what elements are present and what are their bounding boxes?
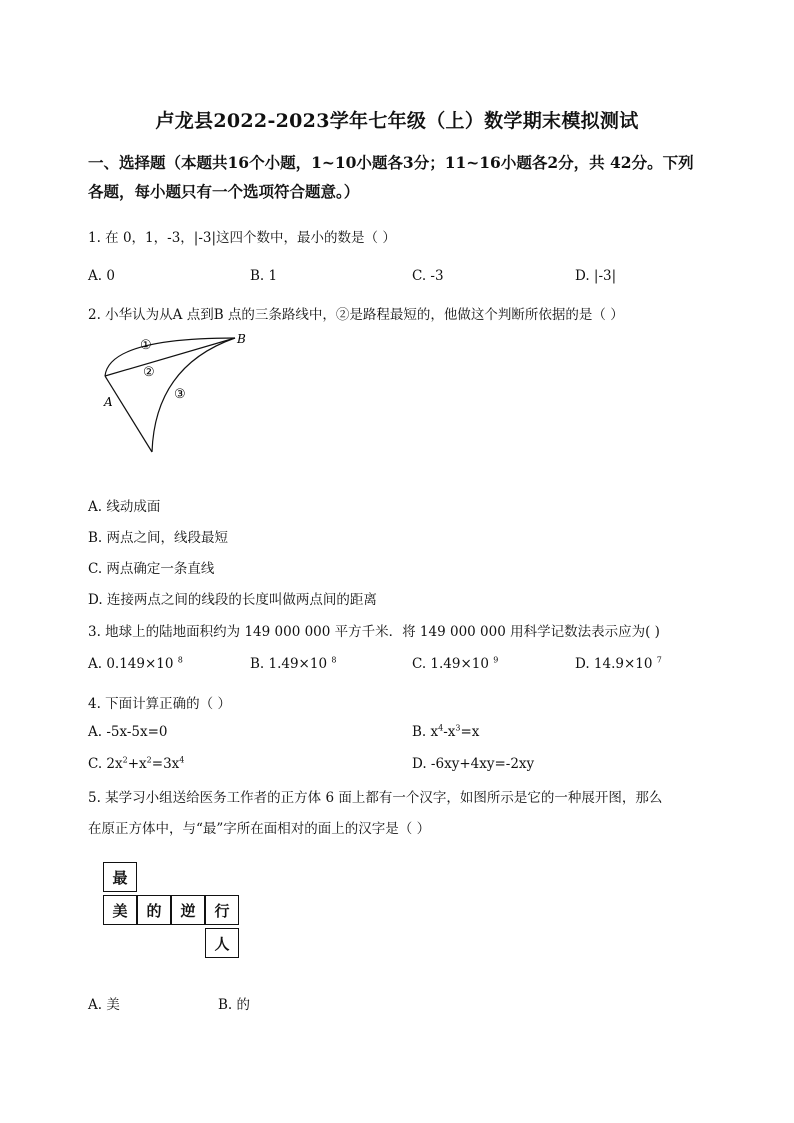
question-2-stem: 2. 小华认为从A 点到B 点的三条路线中，②是路程最短的，他做这个判断所依据的是（ ） bbox=[88, 307, 624, 323]
question-5-option-b: B. 的 bbox=[218, 997, 251, 1013]
net-cell-row-4: 行 bbox=[205, 895, 239, 925]
question-3-stem: 3. 地球上的陆地面积约为 149 000 000 平方千米．将 149 000 000 用科学记数法表示应为( ) bbox=[88, 624, 660, 640]
question-5-stem-line1: 5. 某学习小组送给医务工作者的正方体 6 面上都有一个汉字，如图所示是它的一种展开图，那么 bbox=[88, 790, 663, 806]
question-5-stem-line2: 在原正方体中，与“最”字所在面相对的面上的汉字是（ ） bbox=[88, 821, 431, 837]
question-4-option-d: D. -6xy+4xy=-2xy bbox=[412, 756, 535, 772]
question-2-option-b: B. 两点之间，线段最短 bbox=[88, 530, 229, 546]
net-cell-bottom: 人 bbox=[205, 928, 239, 958]
net-cell-row-2: 的 bbox=[137, 895, 171, 925]
net-cell-top: 最 bbox=[103, 862, 137, 892]
net-cell-row-3: 逆 bbox=[171, 895, 205, 925]
question-1-stem: 1. 在 0，1，-3，|-3|这四个数中，最小的数是（ ） bbox=[88, 230, 396, 246]
section-heading-line2: 各题，每小题只有一个选项符合题意。） bbox=[88, 182, 360, 201]
question-3-option-c: C. 1.49×10 $^9$ bbox=[412, 655, 499, 672]
question-4-option-a: A. -5x-5x=0 bbox=[88, 724, 168, 740]
route-3-curve bbox=[152, 338, 235, 452]
question-2-option-c: C. 两点确定一条直线 bbox=[88, 561, 215, 577]
route-2-label: ② bbox=[143, 365, 155, 380]
question-4-option-c: C. $2x^2+x^2=3x^4$ bbox=[88, 755, 185, 772]
section-heading-line1: 一、选择题（本题共16个小题，1~10小题各3分；11~16小题各2分，共 42分。下列 bbox=[88, 153, 694, 172]
question-4-option-b: B. $x^4-x^3=x$ bbox=[412, 723, 480, 740]
route-1-label: ① bbox=[140, 338, 152, 353]
question-3-option-d: D. 14.9×10 $^7$ bbox=[575, 655, 662, 672]
question-1-option-a: A. 0 bbox=[88, 268, 115, 284]
question-3-option-a: A. 0.149×10 $^8$ bbox=[88, 655, 183, 672]
question-2-option-d: D. 连接两点之间的线段的长度叫做两点间的距离 bbox=[88, 592, 377, 608]
point-b-label: B bbox=[237, 332, 246, 346]
question-1-option-d: D. |-3| bbox=[575, 268, 617, 284]
route-3-label: ③ bbox=[174, 387, 186, 402]
point-a-label: A bbox=[104, 395, 113, 409]
question-4-stem: 4. 下面计算正确的（ ） bbox=[88, 696, 231, 712]
question-1-option-c: C. -3 bbox=[412, 268, 444, 284]
cube-net bbox=[103, 862, 243, 962]
route-figure bbox=[95, 326, 265, 456]
route-2-segment bbox=[105, 338, 235, 376]
question-3-option-b: B. 1.49×10 $^8$ bbox=[250, 655, 337, 672]
question-2-option-a: A. 线动成面 bbox=[88, 499, 161, 515]
question-1-option-b: B. 1 bbox=[250, 268, 278, 284]
page-title: 卢龙县2022-2023学年七年级（上）数学期末模拟测试 bbox=[155, 110, 639, 132]
route-3-lead bbox=[105, 376, 152, 452]
net-cell-row-1: 美 bbox=[103, 895, 137, 925]
question-5-option-a: A. 美 bbox=[88, 997, 120, 1013]
